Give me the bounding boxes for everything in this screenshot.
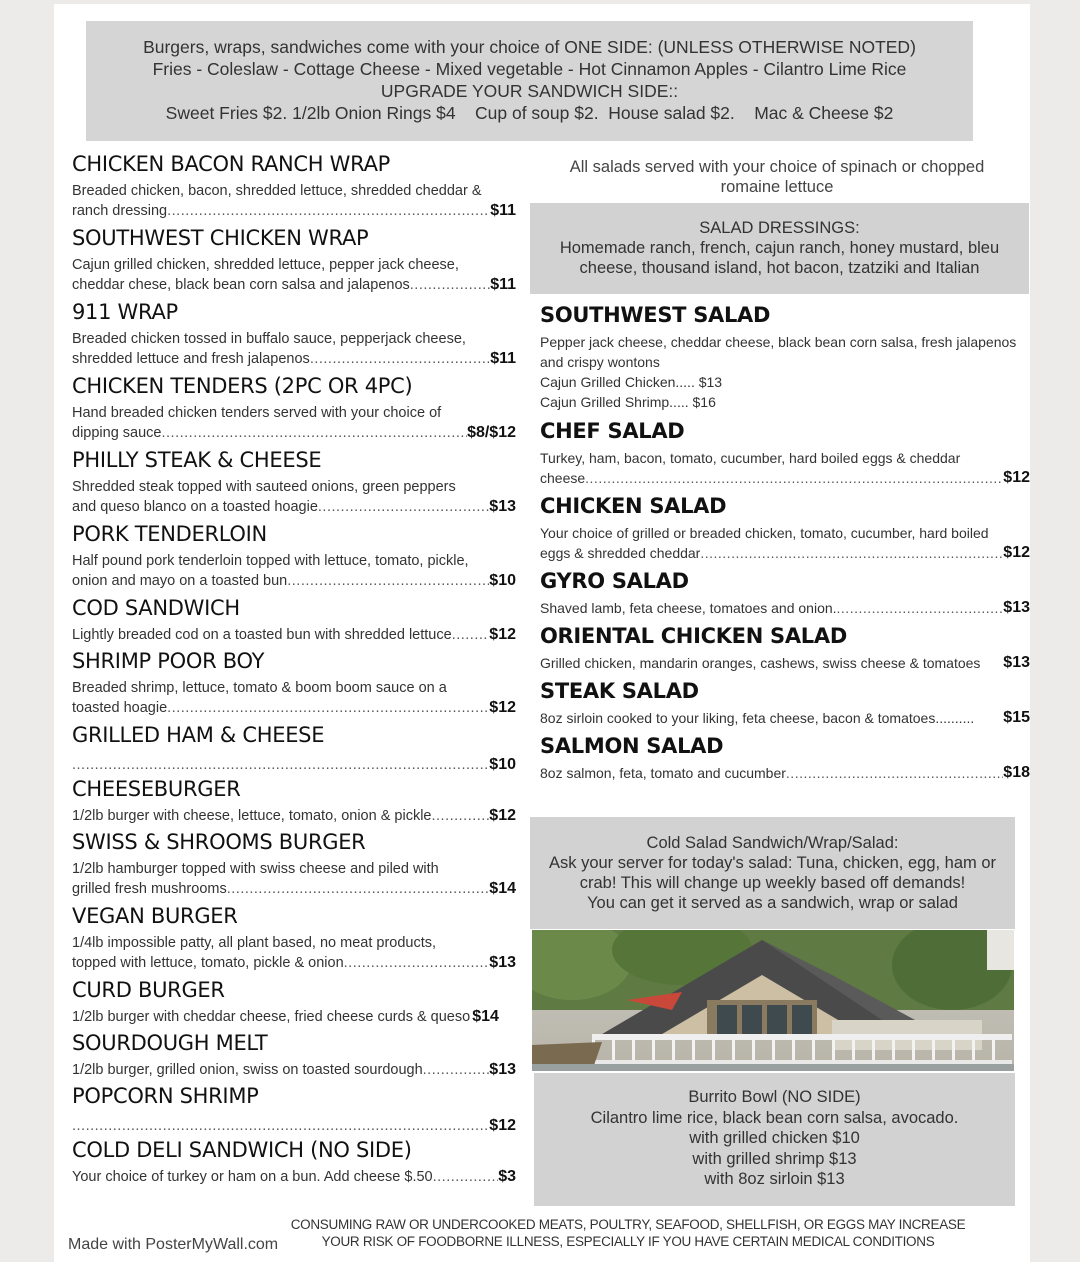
cold-salad-serve: You can get it served as a sandwich, wrap or salad [587,894,958,912]
description-line: 1/4lb impossible patty, all plant based, no meat products, [72,935,437,951]
made-with-credit: Made with PosterMyWall.com [68,1236,279,1253]
leader-dots [72,1116,489,1136]
price-line [540,543,1030,563]
description-line: 1/2lb hamburger topped with swiss cheese and piled with [72,861,439,877]
menu-item [72,721,516,775]
description-line: Breaded shrimp, lettuce, tomato & boom boom sauce on a [72,680,447,696]
leader-dots [310,349,490,369]
price-line [72,275,516,295]
price-line [540,468,1030,488]
salad-price: $13 [1003,654,1030,671]
description-text: cheddar chese, black bean corn salsa and jalapenos [72,277,410,293]
salad-intro: All salads served with your choice of spinach or chopped romaine lettuce [569,158,985,196]
dressings-title: SALAD DRESSINGS: [699,219,860,237]
cold-salad-title: Cold Salad Sandwich/Wrap/Salad: [646,834,899,852]
price-line [72,571,516,591]
description-text: eggs & shredded cheddar [540,545,701,561]
warning-line-2: YOUR RISK OF FOODBORNE ILLNESS, ESPECIALLY IF YOU HAVE CERTAIN MEDICAL CONDITIONS [321,1234,935,1249]
item-description [72,675,516,718]
price-line [72,698,516,718]
menu-item [72,1029,516,1080]
item-price: $13 [489,498,516,515]
upgrade-heading: UPGRADE YOUR SANDWICH SIDE:: [380,81,679,101]
item-description [72,1110,516,1136]
description-text: Shaved lamb, feta cheese, tomatoes and onion. [540,600,837,616]
salad-item [540,492,1030,563]
item-price: $8/$12 [467,424,516,441]
restaurant-photo [532,930,1014,1071]
menu-item [72,372,516,443]
description-text: onion and mayo on a toasted bun [72,573,288,589]
menu-item [72,520,516,591]
salad-item [540,732,1030,783]
menu-item [72,1082,516,1136]
item-description [72,749,516,775]
description-line: Your choice of grilled or breaded chicken, tomato, cucumber, hard boiled [540,525,989,541]
salad-description [540,650,1030,673]
price-line [72,201,516,221]
leader-dots [452,625,490,645]
item-name: PHILLY STEAK & CHEESE [72,448,322,472]
description-line: and crispy wontons [540,354,660,370]
leader-dots [585,468,1003,488]
salad-price: $12 [1003,544,1030,561]
item-description [72,1164,516,1187]
salad-dressings-box [530,203,1029,294]
item-name: COLD DELI SANDWICH (NO SIDE) [72,1138,412,1162]
item-price: $14 [472,1008,499,1025]
description-line: Cajun Grilled Chicken..... $13 [540,374,723,390]
item-name: CURD BURGER [72,978,225,1002]
menu-item [72,298,516,369]
item-description [72,178,516,221]
sides-intro: Burgers, wraps, sandwiches come with your choice of ONE SIDE: (UNLESS OTHERWISE NOTED) [143,37,916,57]
menu-item [72,902,516,973]
item-price: $12 [489,1117,516,1134]
leader-dots [287,571,489,591]
item-name: COD SANDWICH [72,596,240,620]
salad-name: ORIENTAL CHICKEN SALAD [540,624,847,648]
leader-dots [431,806,489,826]
item-description [72,1057,516,1080]
warning-line-1: CONSUMING RAW OR UNDERCOOKED MEATS, POULTRY, SEAFOOD, SHELLFISH, OR EGGS MAY INCREASE [290,1217,966,1232]
salad-name: STEAK SALAD [540,679,699,703]
description-text: dipping sauce [72,425,162,441]
burrito-option-shrimp: with grilled shrimp $13 [692,1149,857,1168]
salad-price: $15 [1003,709,1030,726]
price-line [72,879,516,899]
item-price: $10 [489,756,516,773]
description-text: and queso blanco on a toasted hoagie [72,499,318,515]
description-line: Half pound pork tenderloin topped with lettuce, tomato, pickle, [72,553,469,569]
item-price: $14 [489,880,516,897]
salad-price: $12 [1003,469,1030,486]
price-line [72,349,516,369]
salad-description [540,329,1030,412]
price-line [72,806,516,826]
item-description [72,548,516,591]
salad-item [540,622,1030,673]
menu-item [72,647,516,718]
item-name: CHICKEN BACON RANCH WRAP [72,152,390,176]
food-safety-warning [282,1216,974,1250]
salad-description [540,445,1030,488]
salad-name: CHEF SALAD [540,419,685,443]
item-description [72,400,516,443]
description-line: Breaded chicken tossed in buffalo sauce, pepperjack cheese, [72,331,466,347]
menu-item [72,150,516,221]
item-price: $3 [498,1168,516,1185]
sides-info-box [86,21,973,141]
item-name: SHRIMP POOR BOY [72,649,265,673]
description-line: Turkey, ham, bacon, tomato, cucumber, hard boiled eggs & cheddar [540,450,961,466]
price-line [72,1167,516,1187]
description-text: cheese [540,470,586,486]
description-text: Lightly breaded cod on a toasted bun with shredded lettuce [72,627,452,643]
menu-item [72,828,516,899]
salad-name: SALMON SALAD [540,734,724,758]
salad-price: $13 [1003,599,1030,616]
menu-item [72,775,516,826]
salad-name: GYRO SALAD [540,569,689,593]
salad-name: SOUTHWEST SALAD [540,303,771,327]
item-description [72,1004,516,1027]
price-line [72,1007,516,1027]
menu-item [72,446,516,517]
leader-dots [72,755,489,775]
price-line [72,953,516,973]
item-name: 911 WRAP [72,300,178,324]
description-text: toasted hoagie [72,700,168,716]
item-description [72,803,516,826]
leader-dots [786,763,1003,783]
salad-column [530,150,1030,197]
description-text: 8oz sirloin cooked to your liking, feta cheese, bacon & tomatoes.......... [540,710,975,726]
item-name: SOUTHWEST CHICKEN WRAP [72,226,369,250]
item-price: $12 [489,626,516,643]
item-name: GRILLED HAM & CHEESE [72,723,325,747]
leader-dots [162,423,468,443]
description-text: Grilled chicken, mandarin oranges, cashews, swiss cheese & tomatoes [540,655,981,671]
leader-dots [227,879,490,899]
burrito-option-chicken: with grilled chicken $10 [689,1129,860,1147]
price-line [72,755,516,775]
cold-salad-box [530,817,1015,929]
description-text: 8oz salmon, feta, tomato and cucumber [540,765,786,781]
salad-item [540,567,1030,618]
item-price: $12 [489,807,516,824]
salad-description [540,520,1030,563]
dressings-list: Homemade ranch, french, cajun ranch, honey mustard, bleu cheese, thousand island, hot bacon, tzatziki and Italian [559,239,1000,277]
price-line [72,1060,516,1080]
price-line [540,763,1030,783]
item-price: $10 [489,572,516,589]
restaurant-building-image [532,930,1014,1071]
description-text: grilled fresh mushrooms [72,881,227,897]
leader-dots [433,1167,499,1187]
description-text: shredded lettuce and fresh jalapenos [72,351,310,367]
leader-dots [410,275,490,295]
salad-description [540,705,1030,728]
burrito-bowl-box [534,1073,1015,1206]
description-line: Breaded chicken, bacon, shredded lettuce, shredded cheddar & [72,183,482,199]
description-text: topped with lettuce, tomato, pickle & onion [72,955,344,971]
price-line [540,598,1030,618]
item-description [72,622,516,645]
price-line [72,497,516,517]
salad-item [540,417,1030,488]
description-line: Cajun grilled chicken, shredded lettuce, pepper jack cheese, [72,257,459,273]
menu-item [72,976,516,1027]
menu-item [72,594,516,645]
price-line [72,1116,516,1136]
price-line [72,625,516,645]
description-line: Hand breaded chicken tenders served with your choice of [72,405,442,421]
description-text: 1/2lb burger with cheese, lettuce, tomato, onion & pickle [72,808,432,824]
leader-dots [167,698,489,718]
menu-item [72,1136,516,1187]
leader-dots [700,543,1003,563]
salad-description [540,760,1030,783]
menu-item [72,224,516,295]
description-text: 1/2lb burger with cheddar cheese, fried cheese curds & queso [72,1009,471,1025]
item-description [72,856,516,899]
salad-item [540,301,1030,412]
description-text: Your choice of turkey or ham on a bun. Add cheese $.50 [72,1169,433,1185]
description-text: ranch dressing [72,203,168,219]
item-name: PORK TENDERLOIN [72,522,267,546]
item-description [72,930,516,973]
item-price: $11 [490,276,516,293]
item-price: $13 [489,954,516,971]
description-line: Cajun Grilled Shrimp..... $16 [540,394,716,410]
price-line [540,708,1030,728]
item-price: $11 [490,350,516,367]
item-price: $12 [489,699,516,716]
price-line [540,653,1030,673]
price-line [72,423,516,443]
leader-dots [837,598,1004,618]
cold-salad-desc: Ask your server for today's salad: Tuna, chicken, egg, ham or crab! This will change up weekly based off demands! [548,854,997,892]
salad-name: CHICKEN SALAD [540,494,727,518]
upgrade-list: Sweet Fries $2. 1/2lb Onion Rings $4 Cup of soup $2. House salad $2. Mac & Cheese $2 [165,103,894,123]
item-description [72,474,516,517]
item-name: SOURDOUGH MELT [72,1031,268,1055]
leader-dots [167,201,490,221]
burrito-desc: Cilantro lime rice, black bean corn salsa, avocado. [590,1108,959,1127]
item-name: VEGAN BURGER [72,904,238,928]
burrito-option-sirloin: with 8oz sirloin $13 [704,1170,845,1188]
sides-list: Fries - Coleslaw - Cottage Cheese - Mixed vegetable - Hot Cinnamon Apples - Cilantro Lime Rice [152,59,907,79]
description-line: Pepper jack cheese, cheddar cheese, black bean corn salsa, fresh jalapenos [540,334,1017,350]
salad-item [540,677,1030,728]
burrito-title: Burrito Bowl (NO SIDE) [688,1088,861,1106]
item-description [72,252,516,295]
description-text: 1/2lb burger, grilled onion, swiss on toasted sourdough [72,1062,423,1078]
salad-price: $18 [1003,764,1030,781]
leader-dots [318,497,489,517]
item-description [72,326,516,369]
salad-description [540,595,1030,618]
item-name: SWISS & SHROOMS BURGER [72,830,366,854]
item-name: CHICKEN TENDERS (2PC OR 4PC) [72,374,413,398]
item-name: CHEESEBURGER [72,777,241,801]
leader-dots [423,1060,490,1080]
description-line: Shredded steak topped with sauteed onions, green peppers [72,479,456,495]
item-name: POPCORN SHRIMP [72,1084,259,1108]
leader-dots [344,953,490,973]
item-price: $11 [490,202,516,219]
item-price: $13 [489,1061,516,1078]
